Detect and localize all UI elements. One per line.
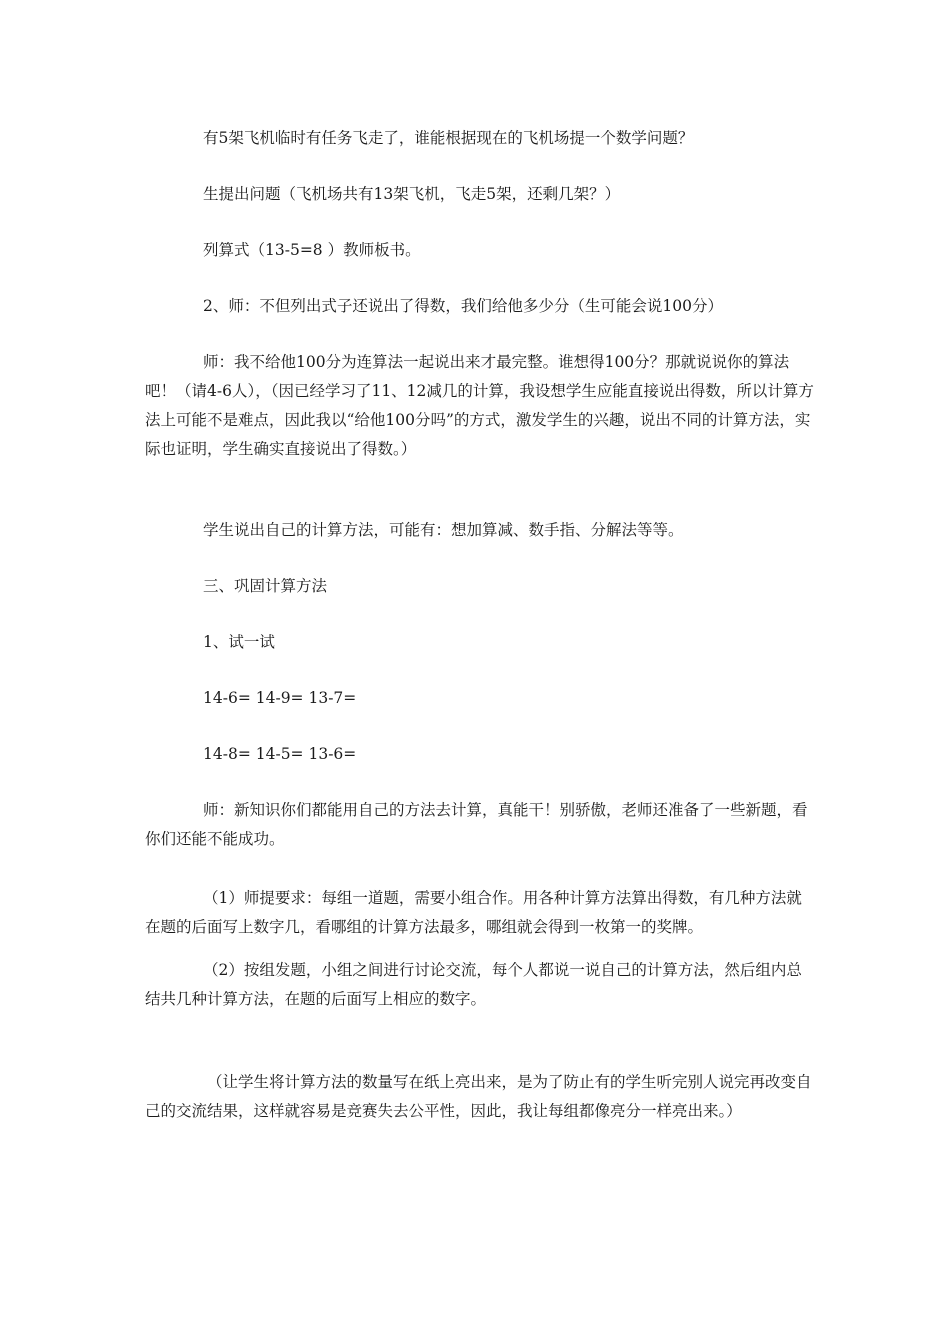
paragraph-student-question: 生提出问题（飞机场共有13架飞机，飞走5架，还剩几架？） xyxy=(203,185,621,203)
paragraph-teacher-explanation: 师：我不给他100分为连算法一起说出来才最完整。谁想得100分？那就说说你的算法吧！（请4-6人），（因已经学习了11、12减几的计算，我设想学生应能直接说出得数，所以计算方法上可能不是难点，因此我以“给他100分吗”的方式，激发学生的兴趣，说出不同的计算方法，实际也证明，学生确实直接说出了得数。） xyxy=(145,353,814,458)
subheading-try: 1、试一试 xyxy=(203,633,275,651)
paragraph-new-problems: 师：新知识你们都能用自己的方法去计算，真能干！别骄傲，老师还准备了一些新题，看你们还能不能成功。 xyxy=(145,801,808,848)
paragraph-airplane-question: 有5架飞机临时有任务飞走了，谁能根据现在的飞机场提一个数学问题？ xyxy=(203,129,694,147)
paragraph-student-methods: 学生说出自己的计算方法，可能有：想加算减、数手指、分解法等等。 xyxy=(203,521,684,539)
section-heading-consolidate: 三、巩固计算方法 xyxy=(203,577,328,595)
paragraph-requirement-2: （2）按组发题，小组之间进行讨论交流，每个人都说一说自己的计算方法，然后组内总结共几种计算方法，在题的后面写上相应的数字。 xyxy=(145,961,802,1008)
paragraph-equation: 列算式（13-5=8 ）教师板书。 xyxy=(203,241,421,259)
paragraph-teacher-score: 2、师：不但列出式子还说出了得数，我们给他多少分（生可能会说100分） xyxy=(203,297,723,315)
exercise-row-1: 14-6= 14-9= 13-7= xyxy=(203,689,357,707)
exercise-row-2: 14-8= 14-5= 13-6= xyxy=(203,745,357,763)
paragraph-rationale-note: （让学生将计算方法的数量写在纸上亮出来，是为了防止有的学生听完别人说完再改变自己的交流结果，这样就容易是竞赛失去公平性，因此，我让每组都像亮分一样亮出来。） xyxy=(145,1073,812,1120)
paragraph-requirement-1: （1）师提要求：每组一道题，需要小组合作。用各种计算方法算出得数，有几种方法就在题的后面写上数字几，看哪组的计算方法最多，哪组就会得到一枚第一的奖牌。 xyxy=(145,889,802,936)
